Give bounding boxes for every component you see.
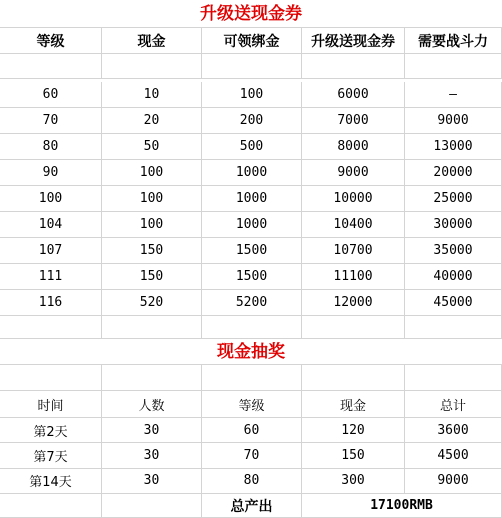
section2-cell: 第7天 xyxy=(0,443,102,468)
table-row xyxy=(0,264,502,290)
section1-cell: 520 xyxy=(102,290,202,316)
empty-cell xyxy=(302,313,405,339)
section1-cell: 10000 xyxy=(302,186,405,212)
section1-cell: 9000 xyxy=(302,160,405,186)
section2-cell: 30 xyxy=(102,469,202,494)
section1-cell: 35000 xyxy=(405,238,502,264)
section1-cell: 100 xyxy=(102,186,202,212)
section1-cell: 5200 xyxy=(202,290,302,316)
section2-cell: 120 xyxy=(302,418,405,443)
empty-cell xyxy=(0,365,102,391)
section1-cell: 50 xyxy=(102,134,202,160)
table-row xyxy=(0,238,502,264)
header-cash: 现金 xyxy=(302,391,405,418)
section1-title: 升级送现金券 xyxy=(0,0,502,28)
total-output-label: 总产出 xyxy=(202,494,302,518)
section1-cell: 100 xyxy=(0,186,102,212)
section1-cell: 20 xyxy=(102,108,202,134)
table-row xyxy=(0,443,502,468)
empty-cell xyxy=(405,54,502,79)
section1-cell: 1000 xyxy=(202,212,302,238)
header-level: 等级 xyxy=(202,391,302,418)
table-row xyxy=(0,134,502,160)
section1-cell: 1000 xyxy=(202,186,302,212)
section1-cell: 10 xyxy=(102,82,202,108)
section1-cell: 107 xyxy=(0,238,102,264)
section1-cell: 111 xyxy=(0,264,102,290)
total-row xyxy=(0,494,502,518)
section2-cell: 9000 xyxy=(405,469,502,494)
header-time: 时间 xyxy=(0,391,102,418)
empty-cell xyxy=(202,54,302,79)
section1-cell: 6000 xyxy=(302,82,405,108)
header-cash: 现金 xyxy=(102,28,202,54)
section2-cell: 30 xyxy=(102,418,202,443)
table-row xyxy=(0,418,502,443)
section1-cell: 45000 xyxy=(405,290,502,316)
section1-cell: 80 xyxy=(0,134,102,160)
table-row xyxy=(0,82,502,108)
section1-cell: 20000 xyxy=(405,160,502,186)
section2-cell: 80 xyxy=(202,469,302,494)
section1-cell: 1000 xyxy=(202,160,302,186)
table-row xyxy=(0,108,502,134)
empty-cell xyxy=(102,494,202,518)
section2-cell: 300 xyxy=(302,469,405,494)
section2-cell: 第2天 xyxy=(0,418,102,443)
section2-cell: 3600 xyxy=(405,418,502,443)
empty-cell xyxy=(405,365,502,391)
section1-cell: 9000 xyxy=(405,108,502,134)
section2-header-row xyxy=(0,391,502,418)
empty-cell xyxy=(0,313,102,339)
header-level: 等级 xyxy=(0,28,102,54)
section1-cell: 1500 xyxy=(202,264,302,290)
section1-cell: 10700 xyxy=(302,238,405,264)
empty-cell xyxy=(302,365,405,391)
section1-cell: 100 xyxy=(202,82,302,108)
section1-cell: 60 xyxy=(0,82,102,108)
section2-cell: 150 xyxy=(302,443,405,468)
section1-cell: 7000 xyxy=(302,108,405,134)
section1-cell: 11100 xyxy=(302,264,405,290)
section1-cell: 70 xyxy=(0,108,102,134)
section1-cell: 30000 xyxy=(405,212,502,238)
section1-cell: 8000 xyxy=(302,134,405,160)
section1-cell: 116 xyxy=(0,290,102,316)
blank-row xyxy=(0,54,502,79)
section1-cell: 12000 xyxy=(302,290,405,316)
header-bound-gold: 可领绑金 xyxy=(202,28,302,54)
section1-header-row xyxy=(0,28,502,54)
blank-row xyxy=(0,313,502,339)
section2-cell: 70 xyxy=(202,443,302,468)
section2-title: 现金抽奖 xyxy=(0,339,502,365)
section2-cell: 4500 xyxy=(405,443,502,468)
empty-cell xyxy=(202,365,302,391)
header-people: 人数 xyxy=(102,391,202,418)
section1-cell: 13000 xyxy=(405,134,502,160)
header-upgrade-voucher: 升级送现金券 xyxy=(302,28,405,54)
empty-cell xyxy=(102,54,202,79)
empty-cell xyxy=(405,313,502,339)
section1-cell: 40000 xyxy=(405,264,502,290)
section1-cell: 150 xyxy=(102,264,202,290)
table-row xyxy=(0,469,502,494)
empty-cell xyxy=(102,313,202,339)
section2-cell: 60 xyxy=(202,418,302,443)
header-combat-power: 需要战斗力 xyxy=(405,28,502,54)
total-output-value: 17100RMB xyxy=(302,494,502,518)
empty-cell xyxy=(302,54,405,79)
section1-cell: 10400 xyxy=(302,212,405,238)
section1-cell: 100 xyxy=(102,212,202,238)
table-row xyxy=(0,160,502,186)
table-row xyxy=(0,212,502,238)
empty-cell xyxy=(202,313,302,339)
section1-cell: 90 xyxy=(0,160,102,186)
section2-cell: 30 xyxy=(102,443,202,468)
section1-cell: — xyxy=(405,82,502,108)
section2-cell: 第14天 xyxy=(0,469,102,494)
section1-cell: 150 xyxy=(102,238,202,264)
header-total: 总计 xyxy=(405,391,502,418)
empty-cell xyxy=(102,365,202,391)
section1-cell: 104 xyxy=(0,212,102,238)
section1-cell: 500 xyxy=(202,134,302,160)
empty-cell xyxy=(0,54,102,79)
section1-cell: 25000 xyxy=(405,186,502,212)
section1-cell: 1500 xyxy=(202,238,302,264)
empty-cell xyxy=(0,494,102,518)
blank-row xyxy=(0,365,502,391)
section1-cell: 200 xyxy=(202,108,302,134)
section1-cell: 100 xyxy=(102,160,202,186)
table-row xyxy=(0,186,502,212)
